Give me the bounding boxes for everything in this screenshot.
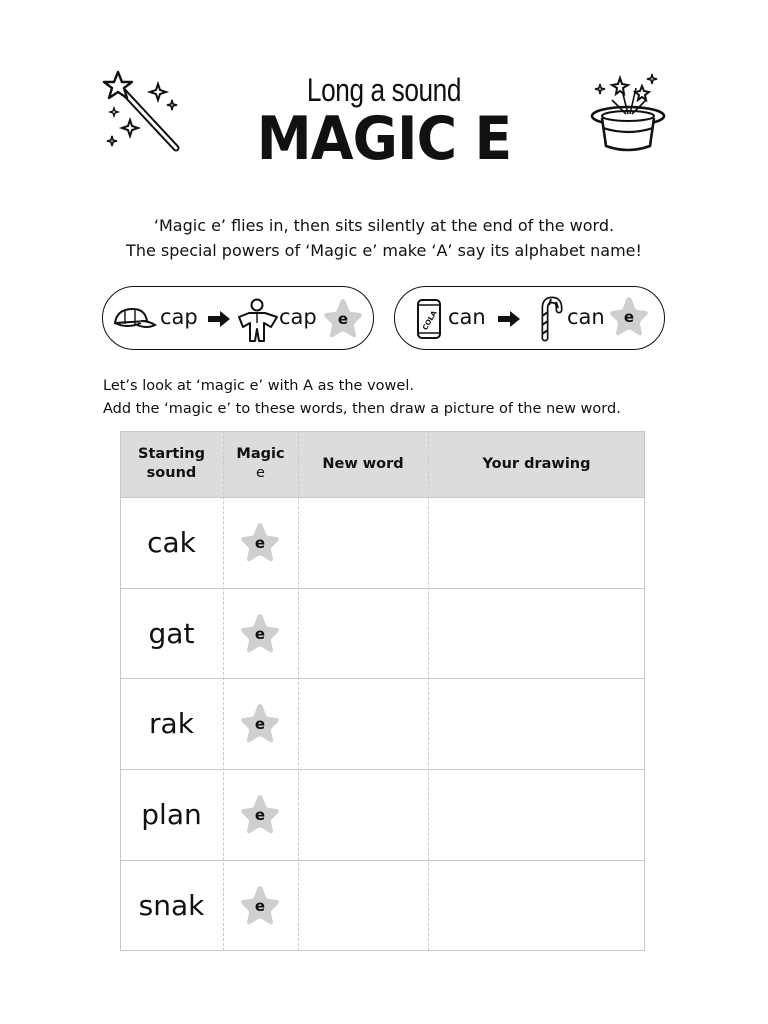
magic-e-letter: e bbox=[254, 897, 266, 915]
instructions-line-1: Let’s look at ‘magic e’ with A as the vowel. bbox=[103, 378, 414, 394]
magic-e-letter: e bbox=[254, 806, 266, 824]
starting-sound-word: gat bbox=[148, 616, 195, 650]
cola-can-icon bbox=[415, 296, 443, 342]
magic-e-letter: e bbox=[623, 308, 635, 326]
example-cap-cape bbox=[102, 286, 374, 350]
table-border bbox=[120, 431, 645, 951]
example-can-cane bbox=[394, 286, 665, 350]
candy-cane-icon bbox=[537, 296, 563, 342]
intro-line-1: ‘Magic e’ flies in, then sits silently at the end of the word. bbox=[153, 216, 615, 235]
magic-e-star bbox=[321, 297, 365, 341]
header-magic-e-line-1: Magic bbox=[236, 446, 285, 462]
magic-e-letter: e bbox=[254, 625, 266, 643]
instructions bbox=[103, 375, 621, 421]
magic-e-letter: e bbox=[254, 715, 266, 733]
cola-label: COLA bbox=[421, 309, 439, 332]
magic-hat-icon bbox=[588, 72, 668, 154]
intro-text bbox=[0, 213, 768, 263]
magic-e-letter: e bbox=[337, 310, 349, 328]
magic-e-table bbox=[120, 431, 645, 951]
superhero-cape-icon bbox=[237, 297, 279, 343]
intro-line-2: The special powers of ‘Magic e’ make ‘A’ say its alphabet name! bbox=[126, 241, 642, 260]
starting-sound-word: cak bbox=[147, 525, 196, 559]
header-new-word: New word bbox=[322, 455, 404, 472]
header-starting-sound-line-1: Starting bbox=[138, 446, 205, 462]
starting-sound-word: rak bbox=[149, 706, 194, 740]
starting-sound-word: snak bbox=[138, 888, 205, 922]
cap-icon bbox=[111, 305, 157, 333]
magic-e-star bbox=[607, 295, 651, 339]
instructions-line-2: Add the ‘magic e’ to these words, then draw a picture of the new word. bbox=[103, 401, 621, 417]
example-new-word-cap: cap bbox=[279, 305, 317, 329]
example-word-cap: cap bbox=[160, 305, 198, 329]
magic-e-letter: e bbox=[254, 534, 266, 552]
example-word-can: can bbox=[448, 305, 486, 329]
arrow-right-icon bbox=[207, 309, 231, 329]
page-title: MAGIC E bbox=[256, 104, 512, 174]
header-magic-e-line-2: e bbox=[256, 465, 265, 481]
example-new-word-can: can bbox=[567, 305, 605, 329]
arrow-right-icon bbox=[497, 309, 521, 329]
header-starting-sound-line-2: sound bbox=[146, 465, 197, 481]
header-your-drawing: Your drawing bbox=[482, 455, 591, 472]
starting-sound-word: plan bbox=[141, 797, 202, 831]
page-subtitle: Long a sound bbox=[306, 72, 462, 108]
